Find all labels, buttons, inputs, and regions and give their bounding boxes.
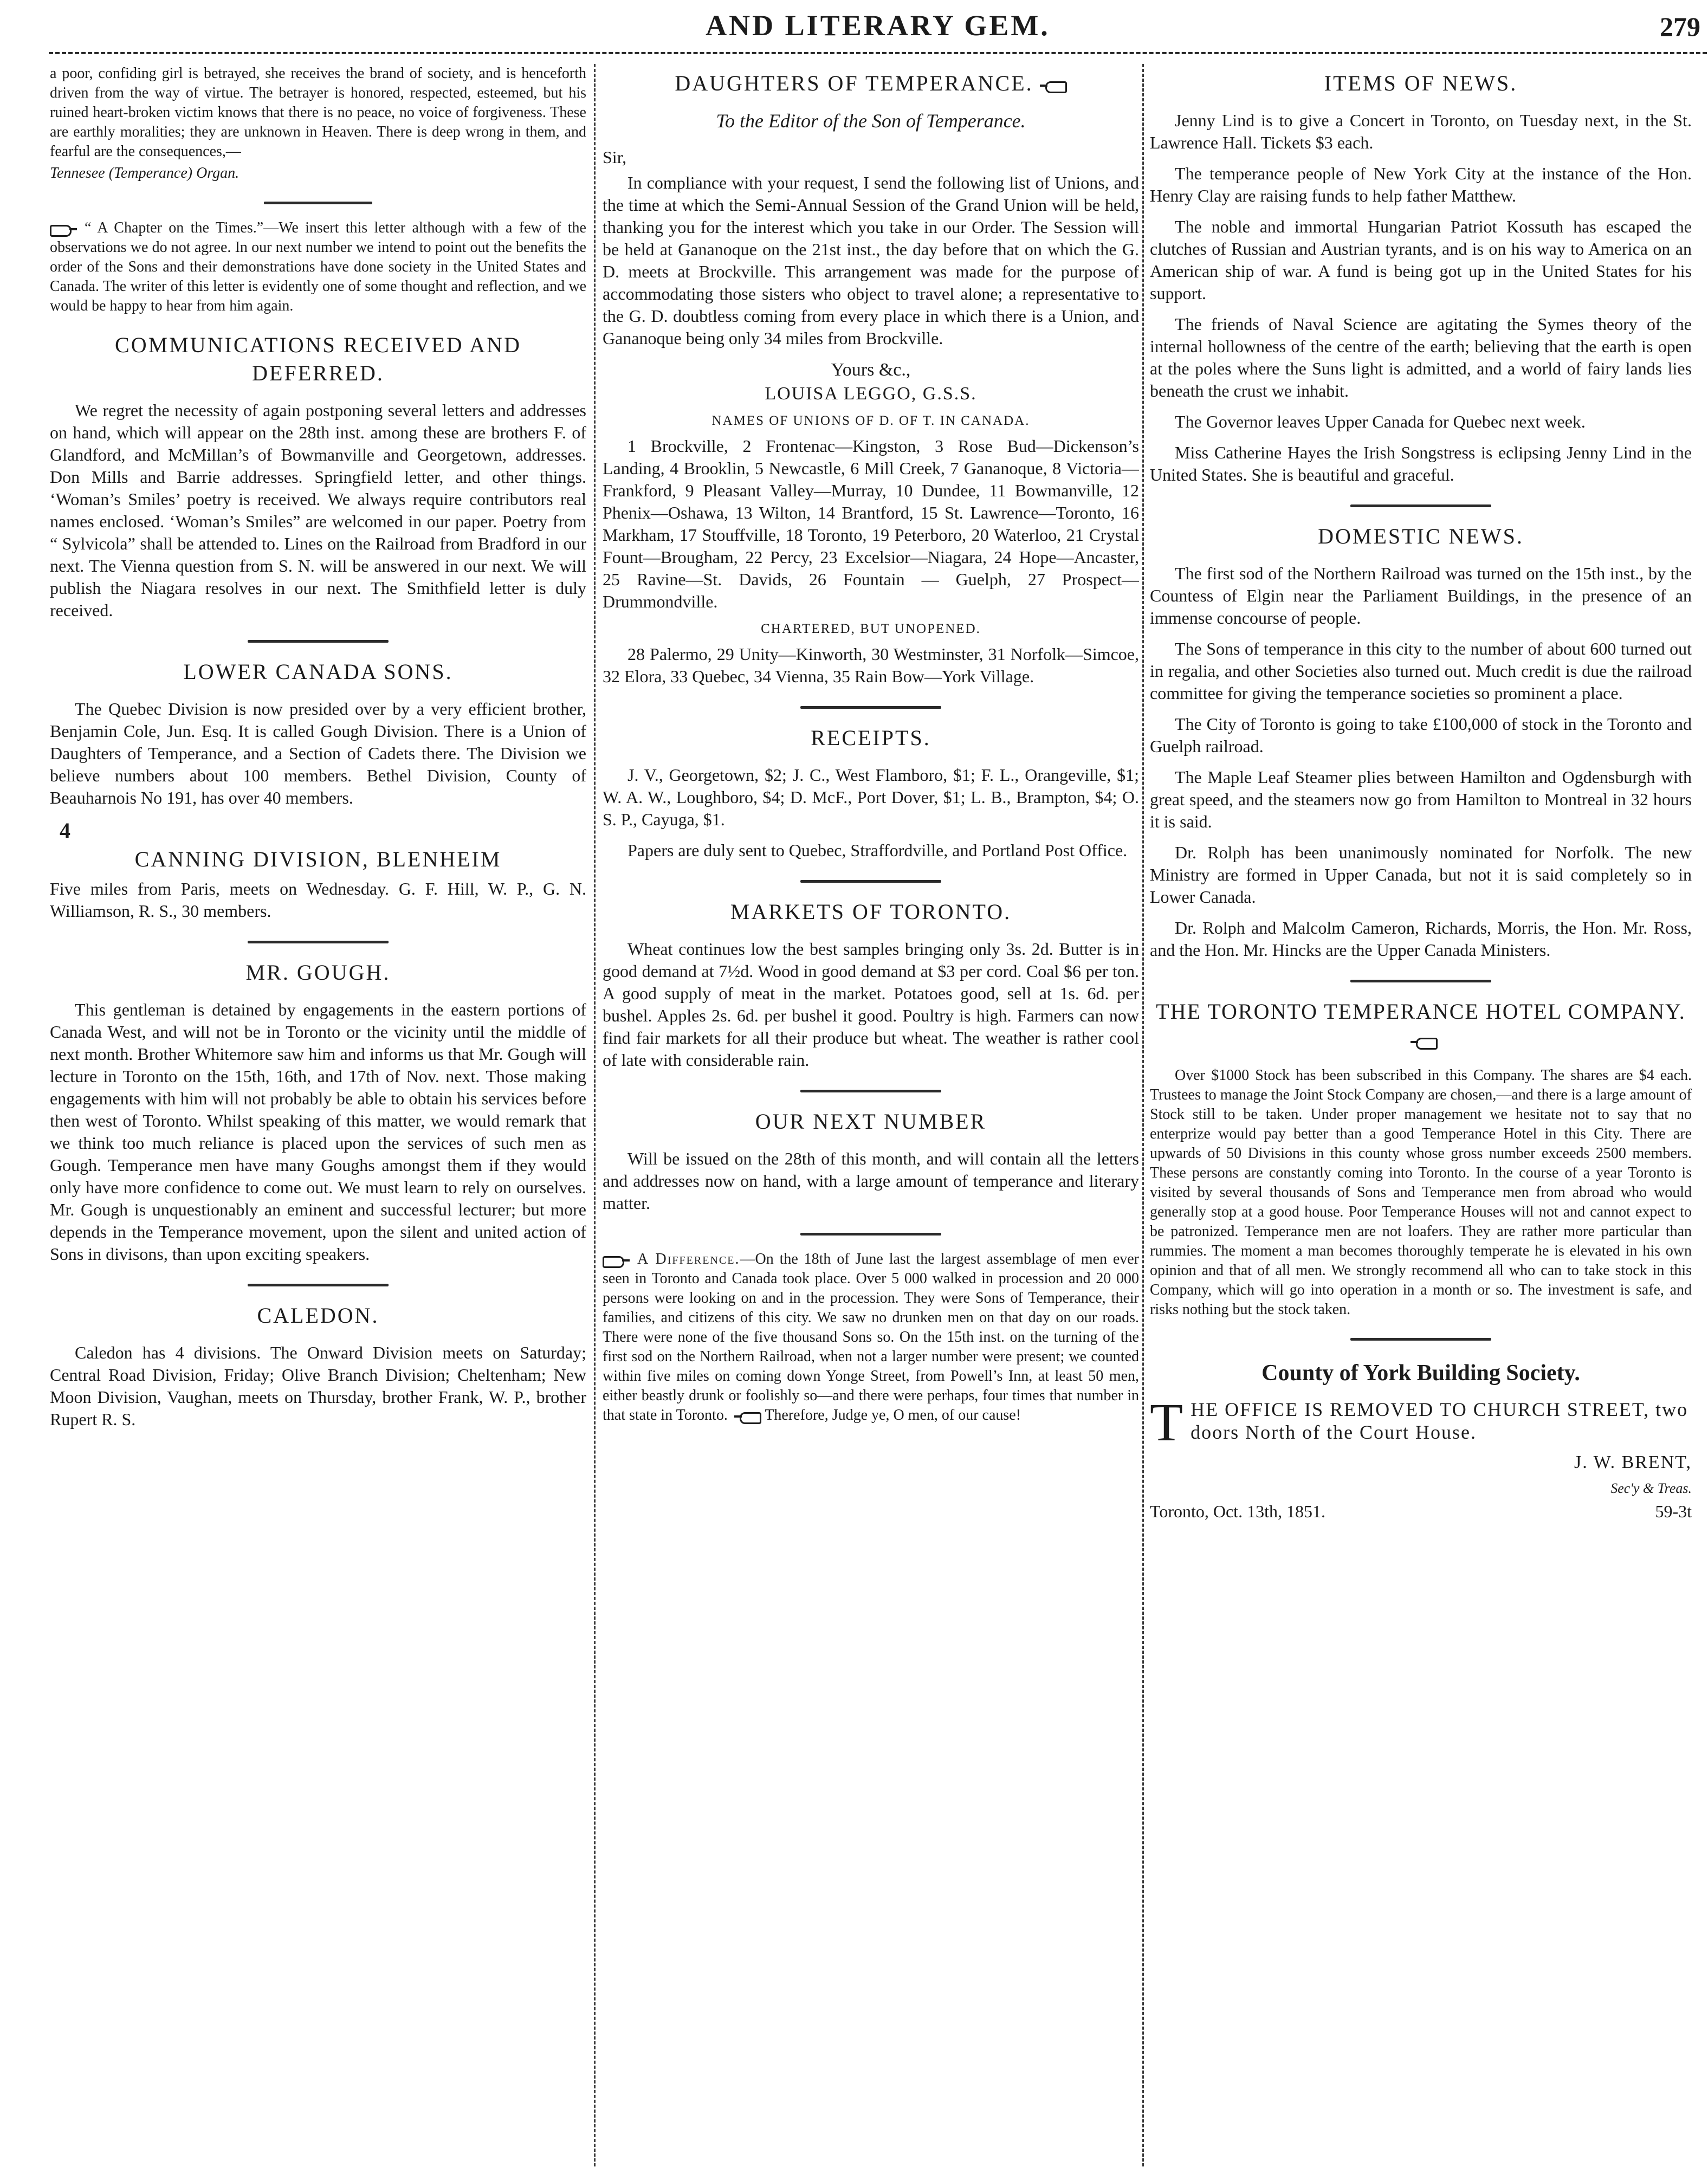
items-title: ITEMS OF NEWS. xyxy=(1324,71,1518,95)
section-rule xyxy=(248,1284,389,1286)
difference-end: Therefore, Judge ye, O men, of our cause! xyxy=(765,1407,1021,1424)
pointing-hand-icon xyxy=(734,1409,761,1424)
news-item: Miss Catherine Hayes the Irish Songstress is eclipsing Jenny Lind in the United States. She is beautiful and graceful. xyxy=(1150,443,1692,484)
domestic-item: Dr. Rolph has been unanimously nominated for Norfolk. The new Ministry are formed in Upper Canada, but not it is said completely so in Lower Canada. xyxy=(1150,843,1692,907)
page-header xyxy=(49,0,1707,52)
section-rule xyxy=(1350,504,1491,507)
column-divider-right xyxy=(1142,64,1144,2166)
column-left xyxy=(50,64,586,2166)
news-item: The temperance people of New York City at the instance of the Hon. Henry Clay are raising funds to help father Matthew. xyxy=(1150,164,1692,205)
domestic-title: DOMESTIC NEWS. xyxy=(1318,524,1524,548)
chapter-note: “ A Chapter on the Times.”—We insert this letter although with a few of the observations we do not agree. In our next number we intend to point out the benefits the order of the Sons and their demonstrations have done society in the United States and Canada. The writer of this letter is evidently one of some thought and reflection, and we would be happy to hear from him again. xyxy=(50,219,586,314)
section-rule xyxy=(800,1233,941,1235)
pointing-hand-icon xyxy=(1411,1035,1438,1049)
difference-text: —On the 18th of June last the largest assemblage of men ever seen in Toronto and Canada took place. Over 5 000 walked in procession and 20 000 persons were looking on and in the procession. They were Sons of Temperance, their families, and citizens of this city. We saw no drunken men on that day on our roads. There were none of the five thousand Sons so. On the 15th inst. on the turning of the first sod on the Northern Railroad, when not a larger number were present; we counted within five miles on coming down Yonge Street, from Powell’s Inn, at least 50 men, either beastly drunk or foolishly so—and there were perhaps, four times that number in that state in Toronto. xyxy=(603,1251,1139,1424)
domestic-item: The City of Toronto is going to take £100,000 of stock in the Toronto and Guelph railroad. xyxy=(1150,714,1692,756)
receipts-text: J. V., Georgetown, $2; J. C., West Flamboro, $1; F. L., Orangeville, $1; W. A. W., Loughboro, $4; D. McF., Port Dover, $1; L. B., Brampton, $4; O. S. P., Cayuga, $1. xyxy=(603,765,1139,829)
intro-source: Tenneseе (Temperance) Organ. xyxy=(50,165,240,182)
yours-closing: Yours &c., xyxy=(831,360,911,380)
building-society-name: J. W. BRENT, xyxy=(1574,1452,1692,1472)
column-right xyxy=(1150,64,1692,2166)
section-rule xyxy=(1350,980,1491,982)
daughters-text: In compliance with your request, I send the following list of Unions, and the time at which the Semi-Annual Session of the Grand Union will be held, thanking you for the interest which you take in our Order. The Session will be held at Gananoque on the 21st inst., the day before that on which the G. D. meets at Brockville. This arrangement was made for the purpose of accommodating those sisters who object to travel alone; a representative to the G. D. doubtless coming from every place in which there is a Union, and Gananoque being only 34 miles from Brockville. xyxy=(603,173,1139,348)
intro-paragraph: a poor, confiding girl is betrayed, she receives the brand of society, and is henceforth driven from the way of virtue. The betrayer is honored, respected, esteemed, but his ruined heart-broken victim knows that there is no peace, no voice of forgiveness. These are earthly moralities; they are unknown in Heaven. There is deep wrong in them, and fearful are the consequences,— xyxy=(50,65,586,160)
section-marker: 4 xyxy=(60,818,70,843)
daughters-title: DAUGHTERS OF TEMPERANCE. xyxy=(675,71,1033,95)
header-rule xyxy=(49,52,1707,54)
section-rule xyxy=(800,706,941,709)
section-rule xyxy=(248,640,389,643)
pointing-hand-icon xyxy=(1040,79,1067,93)
difference-label: A Difference. xyxy=(637,1251,740,1267)
pointing-hand-icon xyxy=(603,1253,630,1267)
building-society-footer xyxy=(1150,1500,1692,1523)
column-middle xyxy=(603,64,1139,2166)
unions-heading: NAMES OF UNIONS OF D. OF T. IN CANADA. xyxy=(711,413,1030,428)
next-number-title: OUR NEXT NUMBER xyxy=(755,1109,987,1134)
markets-title: MARKETS OF TORONTO. xyxy=(730,900,1012,924)
canning-text: Five miles from Paris, meets on Wednesday. G. F. Hill, W. P., G. N. Williamson, R. S., 30 members. xyxy=(50,879,586,921)
communications-title: COMMUNICATIONS RECEIVED AND DEFERRED. xyxy=(115,333,521,385)
building-society-date: Toronto, Oct. 13th, 1851. xyxy=(1150,1502,1325,1521)
caledon-text: Caledon has 4 divisions. The Onward Division meets on Saturday; Central Road Division, Friday; Olive Branch Division; Cheltenham; New Moon Division, Vaughan, meets on Thursday, brother Frank, W. P., brother Rupert R. S. xyxy=(50,1343,586,1429)
pointing-hand-icon xyxy=(50,222,77,236)
building-society-title: County of York Building Society. xyxy=(1261,1361,1580,1386)
building-society-role: Sec'y & Treas. xyxy=(1610,1480,1692,1496)
news-item: The Governor leaves Upper Canada for Quebec next week. xyxy=(1175,412,1586,431)
column-divider-left xyxy=(594,64,596,2166)
news-item: Jenny Lind is to give a Concert in Toronto, on Tuesday next, in the St. Lawrence Hall. Tickets $3 each. xyxy=(1150,111,1692,152)
communications-text: We regret the necessity of again postponing several letters and addresses on hand, which will appear on the 28th inst. among these are brothers F. of Glandford, and McMillan’s of Bowmanville and Georgetown, addresses. Don Mills and Barrie addresses. Springfield letter, and other things. ‘Woman’s Smiles’ poetry is received. We always require contributors real names enclosed. ‘Woman’s Smiles” are welcomed in our paper. Poetry from “ Sylvicola” shall be attended to. Lines on the Railroad from Bradford in our next. The Vienna question from S. N. will be answered in our next. We will publish the Niagara resolves in our next. The Smithfield letter is duly received. xyxy=(50,400,586,620)
caledon-title: CALEDON. xyxy=(257,1303,379,1328)
domestic-item: The Maple Leaf Steamer plies between Hamilton and Ogdensburgh with great speed, and the steamers now go from Hamilton to Montreal in 32 hours it is said. xyxy=(1150,767,1692,831)
section-rule xyxy=(264,202,372,204)
page-number: 279 xyxy=(1660,11,1700,42)
section-rule xyxy=(248,941,389,943)
receipts-title: RECEIPTS. xyxy=(811,726,931,750)
gough-text: This gentleman is detained by engagements in the eastern portions of Canada West, and will not be in Toronto or the vicinity until the middle of next month. Brother Whitemore saw him and informs us that Mr. Gough will lecture in Toronto on the 15th, 16th, and 17th of Nov. next. Those making engagements with him will not probably be able to obtain his services before then west of Toronto. Whilst speaking of this matter, we would remark that we think too much reliance is placed upon the services of such men as Gough. Temperance men have many Goughs amongst them if they would only have more confidence to come out. We must learn to rely on ourselves. Mr. Gough is unquestionably an eminent and successful lecturer; but more depends in the Temperance movement, upon the silent and united action of Sons in divisons, than upon exciting speakers. xyxy=(50,1000,586,1264)
unions-list: 1 Brockville, 2 Frontenac—Kingston, 3 Rose Bud—Dickenson’s Landing, 4 Brooklin, 5 Newcastle, 6 Mill Creek, 7 Gananoque, 8 Victoria—Frankford, 9 Pleasant Valley—Murray, 10 Dundee, 11 Bowmanville, 12 Phenix—Oshawa, 13 Wilton, 14 Brantford, 15 St. Lawrence—Toronto, 16 Markham, 17 Stouffville, 18 Toronto, 19 Peterboro, 20 Waterloo, 21 Crystal Fount—Brougham, 22 Percy, 23 Excelsior—Niagara, 24 Hope—Ancaster, 25 Ravine—St. Davids, 26 Fountain — Guelph, 27 Prospect—Drummondville. xyxy=(603,436,1139,611)
hotel-title: THE TORONTO TEMPERANCE HOTEL COMPANY. xyxy=(1156,999,1686,1024)
section-rule xyxy=(800,880,941,883)
markets-text: Wheat continues low the best samples bringing only 3s. 2d. Butter is in good demand at 7½d. Wood in good demand at $3 per cord. Coal $6 per ton. A good supply of meat in the market. Potatoes good, sell at 1s. 6d. per bushel. Apples 2s. 6d. per bushel it good. Poultry is high. Farmers can now find fair markets for all their produce but wheat. The weather is rather cool of late with considerable rain. xyxy=(603,939,1139,1070)
building-society-text: HE OFFICE IS REMOVED TO CHURCH STREET, two doors North of the Court House. xyxy=(1191,1399,1688,1443)
domestic-item: The Sons of temperance in this city to the number of about 600 turned out in regalia, and other Societies also turned out. Much credit is due the railroad committee for giving the temperance societies so prominent a place. xyxy=(1150,639,1692,703)
chartered-list: 28 Palermo, 29 Unity—Kinworth, 30 Westminster, 31 Norfolk—Simcoe, 32 Elora, 33 Quebec, 34 Vienna, 35 Rain Bow—York Village. xyxy=(603,644,1139,686)
domestic-item: Dr. Rolph and Malcolm Cameron, Richards, Morris, the Hon. Mr. Ross, and the Hon. Mr. Hincks are the Upper Canada Ministers. xyxy=(1150,918,1692,960)
news-item: The noble and immortal Hungarian Patriot Kossuth has escaped the clutches of Russian and Austrian tyrants, and is on his way to America on an American ship of war. A fund is being got up in the United States for his support. xyxy=(1150,217,1692,303)
salutation: Sir, xyxy=(603,147,627,167)
hotel-text: Over $1000 Stock has been subscribed in this Company. The shares are $4 each. Trustees to manage the Joint Stock Company are chosen,—and there is a large amount of Stock still to be taken. Under proper management we hesitate not to say that no enterprize would pay better than a good Temperance Hotel in this City. There are upwards of 50 Divisions in this county whose gross number exceeds 2500 members. These persons are constantly coming into Toronto. In the course of a year Toronto is visited by several thousands of Sons and Temperance men from abroad who would generally stop at a good house. Poor Temperance Houses will not and cannot expect to be patronized. Temperance men are not loafers. They are rather more particular than rummies. The moment a man becomes thoroughly temperate he is elevated in his own opinion and that of all men. We strongly recommend all who can to take stock in this Company, which will go into operation in a month or so. The investment is safe, and risks nothing but the stock taken. xyxy=(1150,1067,1692,1318)
running-title: AND LITERARY GEM. xyxy=(706,9,1050,42)
gough-title: MR. GOUGH. xyxy=(245,960,391,985)
building-dropcap: T xyxy=(1150,1398,1183,1448)
building-society-code: 59-3t xyxy=(1655,1502,1692,1521)
lower-canada-title: LOWER CANADA SONS. xyxy=(183,659,453,684)
canning-title: CANNING DIVISION, BLENHEIM xyxy=(134,847,502,871)
signature: LOUISA LEGGO, G.S.S. xyxy=(765,384,977,404)
papers-text: Papers are duly sent to Quebec, Straffordville, and Portland Post Office. xyxy=(627,840,1128,860)
next-number-text: Will be issued on the 28th of this month, and will contain all the letters and addresses now on hand, with a large amount of temperance and literary matter. xyxy=(603,1149,1139,1213)
lower-canada-text: The Quebec Division is now presided over by a very efficient brother, Benjamin Cole, Jun. Esq. It is called Gough Division. There is a Union of Daughters of Temperance, and a Section of Cadets there. The Division we believe numbers about 100 members. Bethel Division, County of Beauharnois No 191, has over 40 members. xyxy=(50,699,586,807)
news-item: The friends of Naval Science are agitating the Symes theory of the internal hollowness of the centre of the earth; believing that the earth is open at the poles where the Suns light is admitted, and a world of fairy lands lies beneath the crust we inhabit. xyxy=(1150,314,1692,400)
building-society-ad xyxy=(1150,1398,1692,1448)
domestic-item: The first sod of the Northern Railroad was turned on the 15th inst., by the Countess of Elgin near the Parliament Buildings, in the presence of an immense concourse of people. xyxy=(1150,564,1692,628)
chartered-heading: CHARTERED, BUT UNOPENED. xyxy=(761,622,981,636)
section-rule xyxy=(1350,1338,1491,1341)
daughters-subtitle: To the Editor of the Son of Temperance. xyxy=(716,110,1026,132)
section-rule xyxy=(800,1090,941,1092)
